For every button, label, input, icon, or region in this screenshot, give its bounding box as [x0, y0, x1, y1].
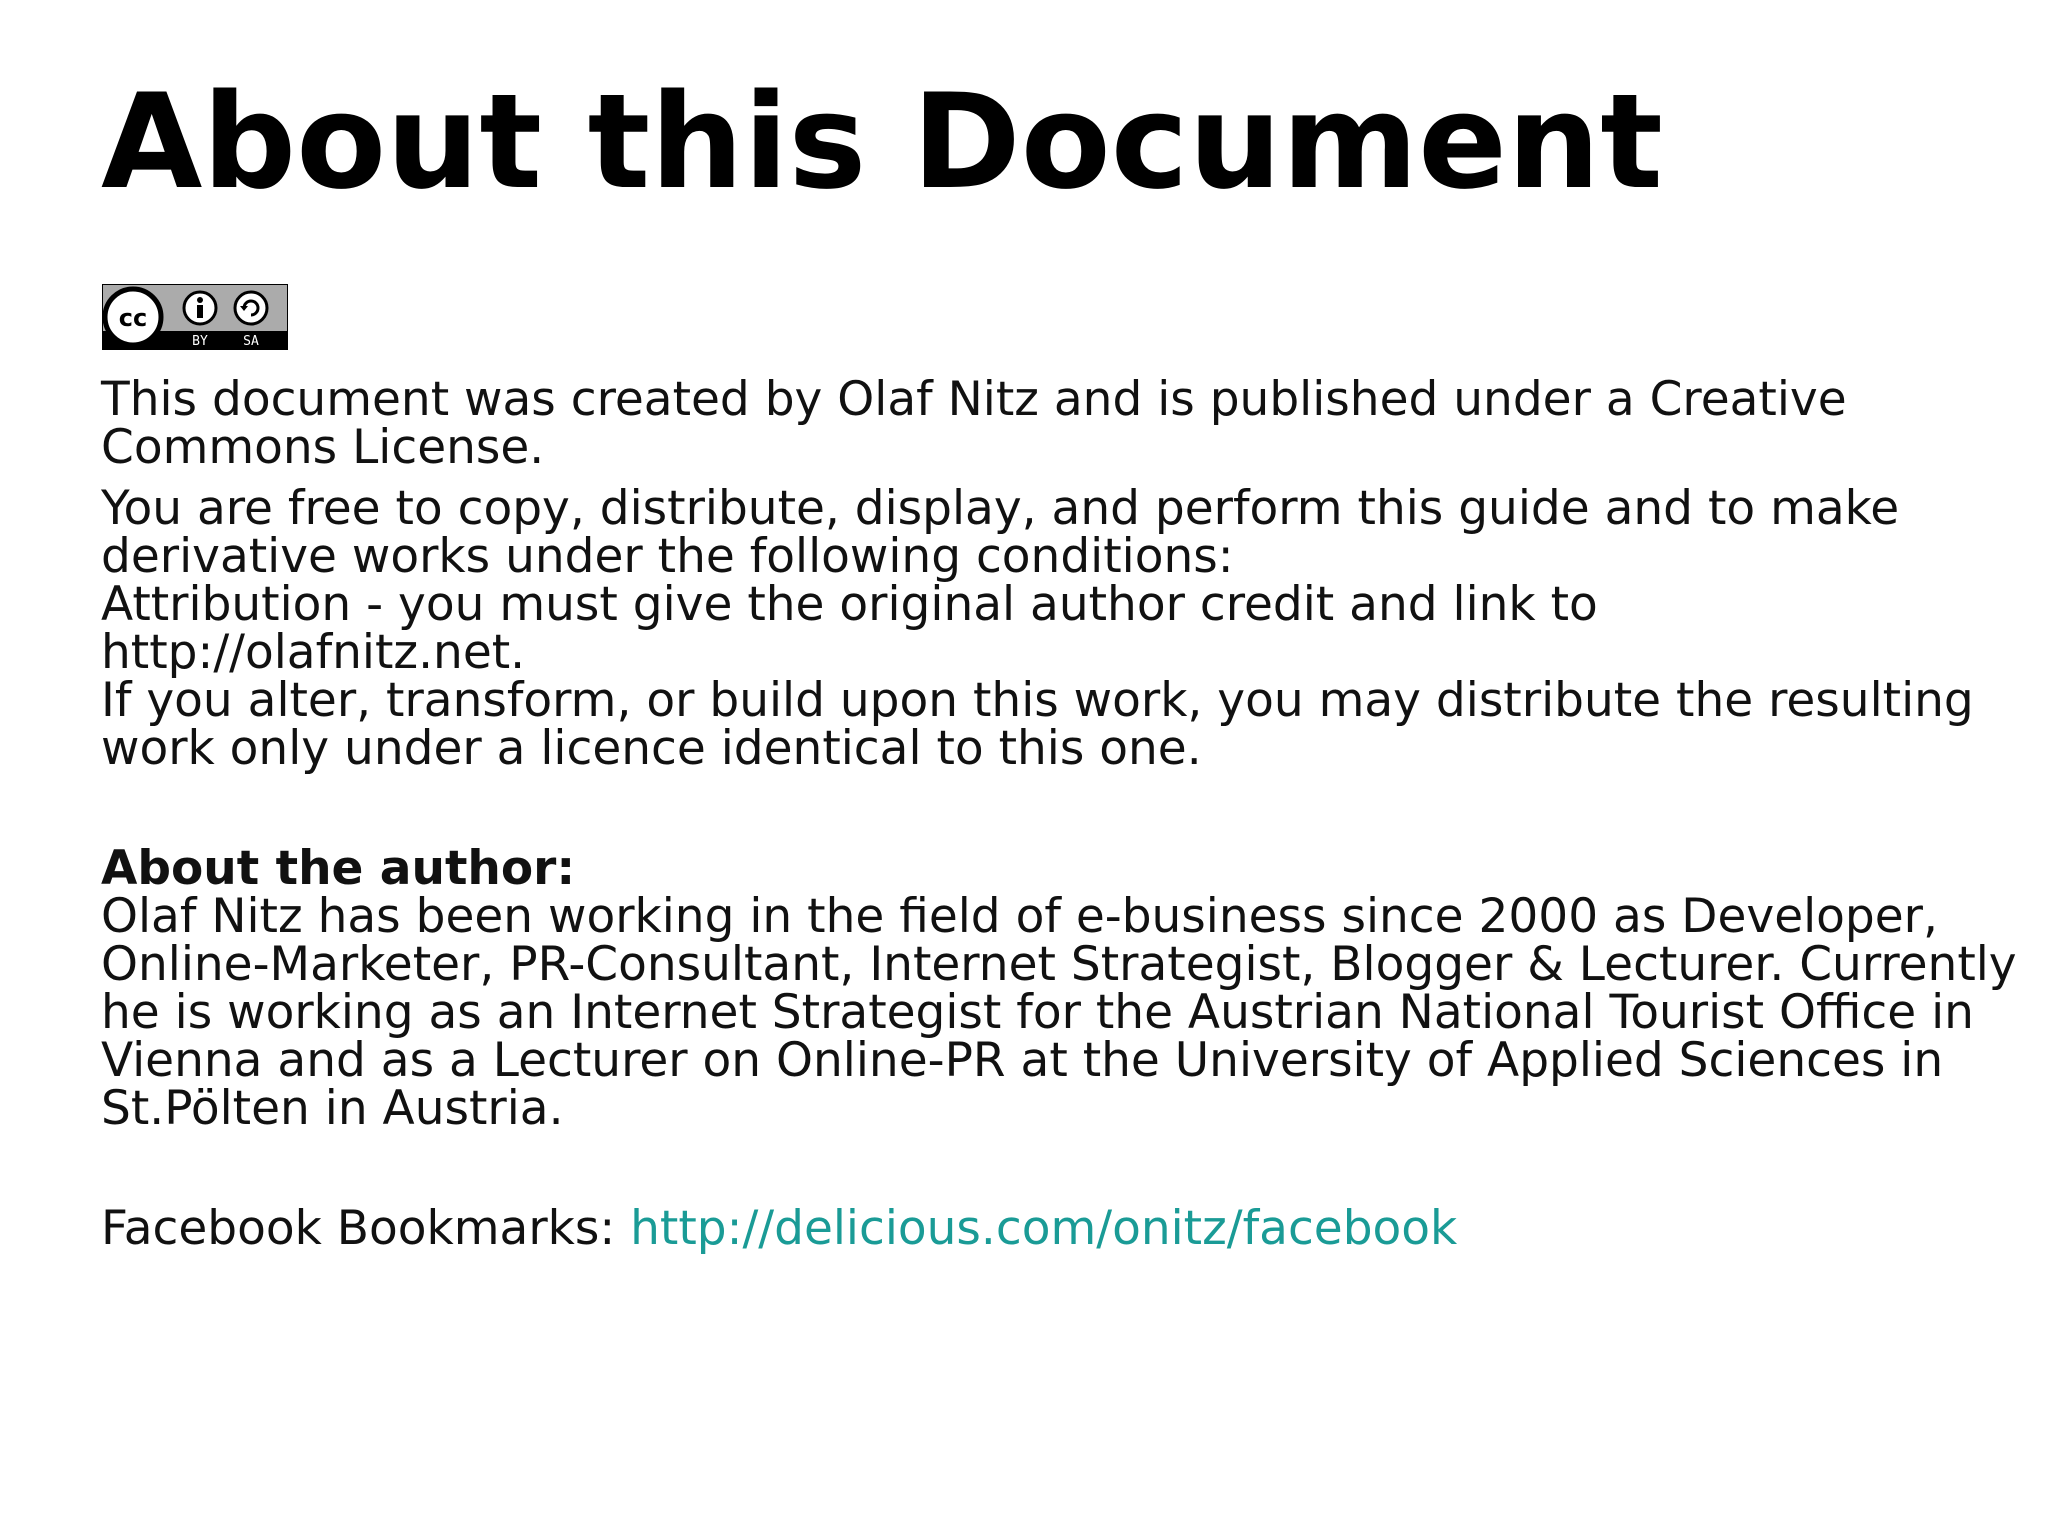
author-line: Vienna and as a Lecturer on Online-PR at the University of Applied Sciences in [101, 1033, 1944, 1088]
bookmarks-link[interactable]: http://delicious.com/onitz/facebook [630, 1201, 1458, 1256]
document-body [101, 372, 2021, 1256]
author-line: St.Pölten in Austria. [101, 1081, 564, 1136]
author-line: he is working as an Internet Strategist for the Austrian National Tourist Office in [101, 985, 1974, 1040]
page-title: About this Document [101, 65, 1663, 218]
bookmarks-label: Facebook Bookmarks: [101, 1201, 631, 1256]
bookmarks-line [101, 1201, 2021, 1256]
author-line: Olaf Nitz has been working in the field of e-business since 2000 as Developer, [101, 889, 1938, 944]
terms-line: If you alter, transform, or build upon this work, you may distribute the resulting [101, 673, 1974, 728]
terms-line: You are free to copy, distribute, display, and perform this guide and to make [101, 481, 1900, 536]
svg-text:cc: cc [118, 304, 148, 332]
author-line: Online-Marketer, PR-Consultant, Internet Strategist, Blogger & Lecturer. Currently [101, 937, 2017, 992]
by-label: BY [192, 334, 208, 349]
terms-line: work only under a licence identical to this one. [101, 721, 1202, 776]
cc-by-sa-icon [102, 284, 288, 350]
intro-line: Commons License. [101, 420, 545, 475]
sa-label: SA [243, 334, 259, 349]
intro-line: This document was created by Olaf Nitz and is published under a Creative [101, 372, 1847, 427]
terms-line: http://olafnitz.net. [101, 625, 526, 680]
author-heading: About the author: [101, 841, 576, 896]
terms-line: derivative works under the following conditions: [101, 529, 1234, 584]
terms-line: Attribution - you must give the original author credit and link to [101, 577, 1598, 632]
